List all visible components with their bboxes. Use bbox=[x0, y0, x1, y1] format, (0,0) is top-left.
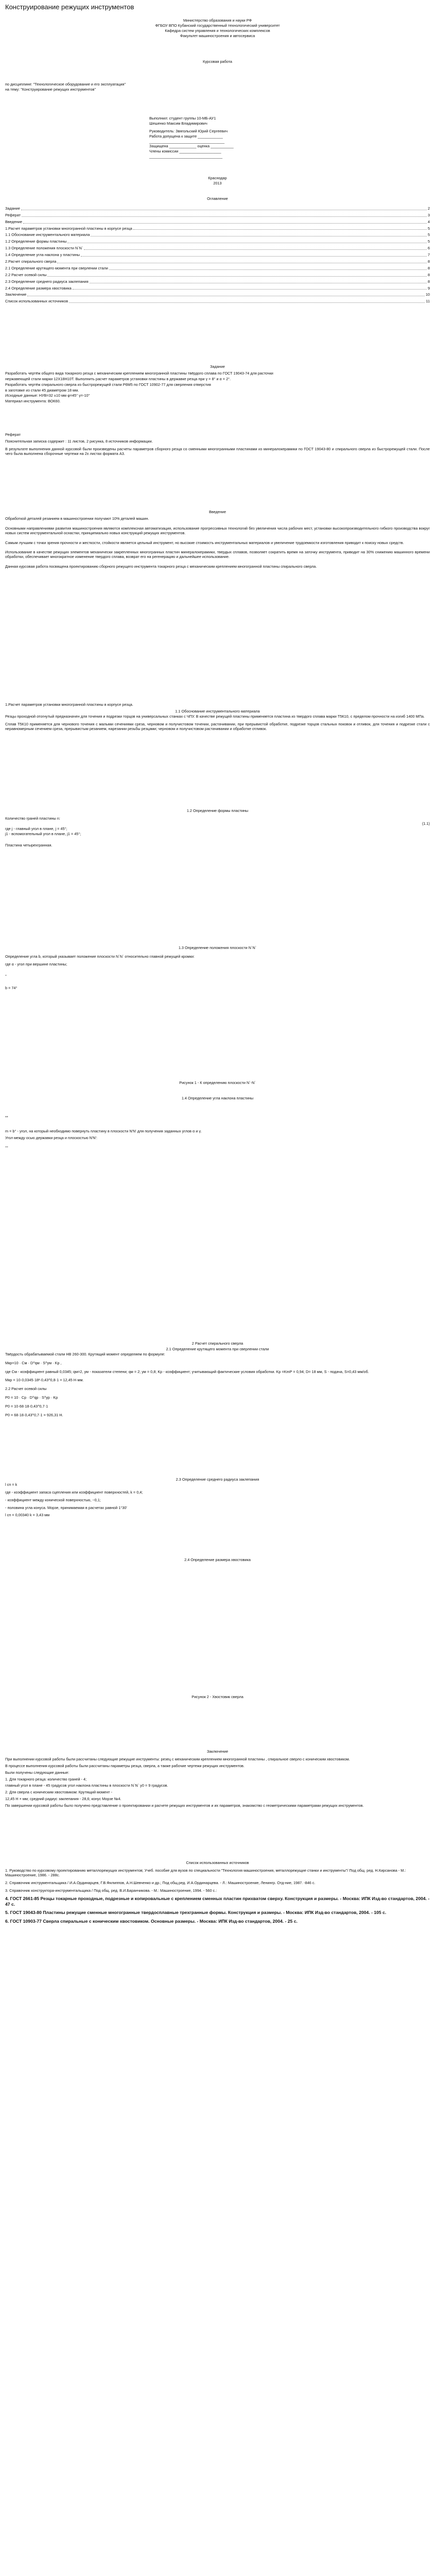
toc-item-page: 11 bbox=[426, 299, 430, 304]
topic-line: на тему: "Конструирование режущих инструментов" bbox=[5, 87, 96, 92]
section-2-3-line: - коэффициент между конической поверхностью, ~0,1; bbox=[5, 1497, 101, 1502]
toc-dots bbox=[91, 233, 427, 236]
toc-item-page: 2 bbox=[427, 206, 430, 211]
title-page-header bbox=[5, 19, 430, 39]
date-line: ____________________________________ bbox=[149, 139, 225, 144]
conclusion-section bbox=[5, 1750, 430, 1810]
toc-item-label: 2.1 Определение крутящего момента при сверлении стали bbox=[5, 265, 108, 270]
toc-row[interactable] bbox=[5, 246, 430, 251]
section-1-heading: 1.Расчет параметров установки многогранной пластины в корпусе резца. bbox=[5, 702, 133, 707]
section-1-1-paragraph: Сплав Т5К10 применяется для чернового точения с малыми сечениями среза, черновом и получистовом точении, растачивании, при прерывистой обработке, подрезке торцов стальных поковок и отливок, для точения и подрезке стали с неравномерным сечением среза, прерывистым резанием, нарезании резьбы резцами; черновом и получистовом растачивании и обработке отливок. bbox=[5, 721, 430, 731]
intro-paragraph: Основными направлениями развития машиностроения являются комплексная автоматизация, использование прогрессивных технологий без увеличения числа рабочих мест, установки высокопроизводительного гибкого производства вокруг новых систем инструментальной оснастки, принципиально новых конструкций режущих инструментов. bbox=[5, 526, 430, 535]
task-paragraph: в заготовке из стали 45 диаметром 18 мм. bbox=[5, 387, 79, 393]
toc-item-label: 2.2 Расчет осевой силы bbox=[5, 272, 47, 277]
intro-paragraph: Данная курсовая работа посвящена проектированию сборного режущего инструмента токарного резца с механическим креплением многогранной пластины спирального сверла. bbox=[5, 564, 317, 569]
toc-row[interactable] bbox=[5, 240, 430, 244]
toc-dots bbox=[21, 207, 427, 210]
toc-dots bbox=[23, 220, 427, 224]
conclusion-paragraph: По завершении курсовой работы было получено представление о проектировании и расчете режущих инструментов и их параметров, знакомство с геометрическими параметрами режущих инструментов. bbox=[5, 1803, 364, 1808]
task-paragraph: нержавеющей стали марки 12Х18Н10Т. Выполнить расчет параметров установки пластины в державке резца при γ = 8° и α = 2°. bbox=[5, 376, 231, 381]
toc-item-page: 8 bbox=[427, 259, 430, 264]
abstract-paragraph: Пояснительная записка содержит : 11 листов, 2 рисунка, 8 источников информации. bbox=[5, 438, 153, 444]
toc-item-label: 1.Расчет параметров установки многогранной пластины в корпусе резца bbox=[5, 226, 132, 231]
toc-item-label: Введение bbox=[5, 219, 23, 224]
section-1-1-heading: 1.1 Обоснование инструментального материала bbox=[175, 708, 260, 714]
toc-row[interactable] bbox=[5, 273, 430, 278]
section-2-paragraph: 2.2 Расчет осевой силы bbox=[5, 1386, 47, 1392]
toc-row[interactable] bbox=[5, 260, 430, 264]
abstract-heading: Реферат bbox=[5, 432, 21, 437]
toc-dots bbox=[69, 299, 425, 303]
toc-dots bbox=[67, 240, 427, 243]
toc-item-page: 9 bbox=[427, 285, 430, 291]
task-heading: Задание bbox=[210, 364, 225, 369]
holder-angle-text: Угол между осью державки резца и плоскостью N'N': bbox=[5, 1135, 97, 1140]
section-2-paragraph: где Cм - коэффициент равный 0,0345; qм=2, ум - показатели степени; qм = 2; ум = 0,8; Kp - коэффициент; учитывающий фактические условия обработки. Kp =KmP = 0,94; D= 18 мм, S - подача, S=0,43 мм/об. bbox=[5, 1369, 369, 1374]
section-2-3-line: l сп = 0,00340 k = 3,43 мм bbox=[5, 1513, 50, 1518]
intro-section bbox=[5, 510, 430, 574]
toc-row[interactable] bbox=[5, 266, 430, 271]
section-2-paragraph: Mкр=10 · Cм · D^qм · S^yм · Kp , bbox=[5, 1360, 62, 1365]
conclusion-paragraph: Были получены следующие данные: bbox=[5, 1770, 69, 1775]
main-angle-line: где j - главный угол в плане, j = 45°; bbox=[5, 826, 67, 831]
toc-item-label: Задание bbox=[5, 206, 20, 211]
figure-1-caption-text: Рисунок 1 - К определению плоскости N`-N` bbox=[179, 1080, 256, 1085]
section-2-3-line: где - коэффициент запаса сцепления или коэффициент поверхностей, k = 0,4; bbox=[5, 1489, 143, 1495]
beta-value: b = 74° bbox=[5, 985, 18, 990]
abstract-paragraph: В результате выполнения данной курсовой были произведены расчеты параметров сборного резца со сменными многогранными пластинами из минералокерамики по ГОСТ 19043-80 и спирального сверла из быстрорежущей стали. После чего была выполнена сборочные чертежи на 2х листах формата А3. bbox=[5, 446, 430, 456]
commission-line: Члены комиссии ____________________ bbox=[149, 149, 221, 154]
toc-item-page: 3 bbox=[427, 212, 430, 217]
reference-item: 3. Справочник конструктора-инструментальщика / Под общ. ред. В.И.Баранчикова. - М.: Машиностроение, 1994. - 560 с.: bbox=[5, 1888, 217, 1893]
rotation-angle-text: m = b° - угол, на который необходимо повернуть пластину в плоскости N'N' для получения заданных углов α и γ. bbox=[5, 1128, 202, 1133]
stars-marker: ** bbox=[5, 1114, 8, 1120]
reference-item: 2. Справочник инструментальщика / И.А.Ординарцев, Г.В.Филиппов, А.Н.Шевченко и др.; Под общ.ред. И.А.Ординарцева. - Л.: Машиностроение, Ленингр. Отд-ние, 1987. -846 с. bbox=[5, 1880, 316, 1885]
section-1-2-heading: 1.2 Определение формы пластины bbox=[186, 808, 249, 813]
section-2-4 bbox=[5, 1558, 430, 1563]
edges-label: Количество граней пластины n: bbox=[5, 816, 60, 821]
section-2-3-line: - половина угла конуса. Морзе, принимаемая в расчетах равной 1°30' bbox=[5, 1505, 127, 1510]
toc-item-label: 2.3 Определение среднего радиуса заклепания bbox=[5, 279, 89, 284]
toc-dots bbox=[57, 260, 426, 263]
section-2-paragraph: Твёрдость обрабатываемой стали НВ 260-300. Крутящий момент определяем по формуле: bbox=[5, 1351, 165, 1357]
work-type-text: Курсовая работа bbox=[202, 59, 232, 64]
section-2-paragraph: Мкр = 10·0,0345·18²·0,43^0,8·1 = 12,45 Н·мм. bbox=[5, 1378, 84, 1383]
section-2-3-line: l сп = k bbox=[5, 1482, 18, 1487]
references-list bbox=[5, 1869, 430, 1924]
toc-row[interactable] bbox=[5, 227, 430, 231]
reference-item: 4. ГОСТ 2661-85 Резцы токарные проходные, подрезные и копировальные с креплением сменных пластин прихватом сверху. Конструкция и размеры. - Москва: ИПК Изд-во стандартов, 2004. - 47 с. bbox=[5, 1896, 430, 1907]
toc-item-label: 1.2 Определение формы пластины bbox=[5, 239, 67, 244]
references-section bbox=[5, 1861, 430, 1927]
formula-number: (1.1) bbox=[422, 821, 430, 826]
section-2-paragraph: P0 = 10·68·18·0,43^0,7·1 bbox=[5, 1404, 48, 1409]
toc-item-page: 4 bbox=[427, 219, 430, 224]
toc-heading: Оглавление bbox=[207, 196, 228, 201]
section-1 bbox=[5, 703, 430, 734]
toc-dots bbox=[47, 273, 427, 277]
section-2-paragraph: P0 = 10 · Cp · D^qp · S^yp · Kp bbox=[5, 1395, 58, 1400]
toc-dots bbox=[22, 213, 427, 217]
reference-item: 5. ГОСТ 19043-80 Пластины режущие сменные многогранные твердосплавные трехгранные формы. Конструкция и размеры. - Москва: ИПК Изд-во стандартов, 2004. - 105 с. bbox=[5, 1910, 387, 1916]
toc-dots bbox=[73, 286, 427, 290]
section-1-3 bbox=[5, 946, 430, 991]
year: 2013 bbox=[213, 180, 222, 185]
task-paragraph: Разработать чертёж спирального сверла из быстрорежущей стали Р6М5 по ГОСТ 10902-77 для сверления отверстия bbox=[5, 382, 211, 387]
reference-item: 6. ГОСТ 10903-77 Сверла спиральные с коническим хвостовиком. Основные размеры. - Москва: ИПК Изд-во стандартов, 2004. - 25 с. bbox=[5, 1918, 298, 1924]
intro-paragraph: Использование в качестве режущих элементов механически закрепленных многогранных пластин минералокерамики, твердых сплавов, позволяет сократить время на заточку инструмента, приводит на 30% снижению машинного времени обработки, обеспечивает многократное изменение твердого сплава, возврат его на регенерацию и дальнейшее использование. bbox=[5, 550, 430, 560]
alpha-definition: где α - угол при вершине пластины; bbox=[5, 961, 67, 967]
references-heading: Список использованных источников bbox=[186, 1860, 249, 1865]
toc-item-label: 1.4 Определение угла наклона у пластины bbox=[5, 252, 80, 258]
toc-item-page: 5 bbox=[427, 239, 430, 244]
conclusion-paragraph: При выполнении курсовой работы были рассчитаны следующие режущие инструменты: резец с механическим креплением многогранной пластины , спиральное сверло с коническим хвостовиком. bbox=[5, 1756, 350, 1761]
conclusion-paragraphs bbox=[5, 1757, 430, 1808]
conclusion-heading: Заключение bbox=[206, 1749, 229, 1754]
toc-item-page: 5 bbox=[427, 226, 430, 231]
toc-item-page: 6 bbox=[427, 246, 430, 251]
conclusion-paragraph: В процессе выполнения курсовой работы были рассчитаны параметры резца, сверла, а также рабочие чертежи режущих инструментов. bbox=[5, 1763, 245, 1768]
signature-block bbox=[149, 116, 355, 160]
toc-item-page: 8 bbox=[427, 272, 430, 277]
document-title-block bbox=[5, 3, 430, 11]
toc-item-page: 8 bbox=[427, 279, 430, 284]
section-1-4 bbox=[5, 1096, 430, 1150]
toc-row[interactable] bbox=[5, 299, 430, 304]
section-2-paragraphs bbox=[5, 1352, 430, 1418]
toc-item-page: 10 bbox=[425, 292, 430, 297]
section-1-3-heading: 1.3 Определение положения плоскости N`N` bbox=[178, 945, 257, 950]
table-of-contents bbox=[5, 197, 430, 306]
department-line: Кафедра систем управления и технологических комплексов bbox=[165, 28, 270, 33]
toc-item-label: Заключение bbox=[5, 292, 27, 297]
toc-dots bbox=[133, 227, 427, 230]
figure-1-caption bbox=[5, 1081, 430, 1086]
toc-item-label: Список использованных источников bbox=[5, 299, 68, 304]
abstract-paragraphs bbox=[5, 439, 430, 456]
section-1-4-heading: 1.4 Определение угла наклона пластины bbox=[181, 1096, 254, 1100]
toc-row[interactable] bbox=[5, 233, 430, 238]
degrees-marker: °° bbox=[5, 1145, 8, 1150]
toc-item-label: 1.1 Обоснование инструментального материала bbox=[5, 232, 90, 238]
conclusion-paragraph: главный угол в плане - 45 градусов угол наклона пластины в плоскости N`N` у0 = 9 градусов. bbox=[5, 1783, 168, 1788]
section-2-3 bbox=[5, 1478, 430, 1521]
task-paragraph: Материал инструмента: ВОК60. bbox=[5, 399, 61, 404]
toc-item-page: 7 bbox=[427, 252, 430, 258]
performed-by: Выполнил: студент группы 10-МБ-АУ1 bbox=[149, 116, 216, 121]
toc-row[interactable] bbox=[5, 207, 430, 211]
intro-paragraph: Обработкой деталей резанием в машиностроении получают 10% деталей машин. bbox=[5, 516, 149, 521]
subject-block bbox=[5, 82, 430, 93]
intro-paragraph: Самым лучшим с точки зрения прочности и жесткости, стойкости является цельный инструмент, но высокие стоимость инструментальных материалов и увеличение трудоемкости изготовления приводит к поиску новых средств. bbox=[5, 540, 404, 545]
section-2-3-lines bbox=[5, 1483, 430, 1518]
section-2-3-heading: 2.3 Определение среднего радиуса заклепания bbox=[176, 1477, 259, 1482]
document-title: Конструирование режущих инструментов bbox=[5, 3, 134, 11]
faculty-line: Факультет машиностроения и автосервиса bbox=[180, 33, 255, 38]
aux-angle-line: j1 - вспомогательный угол в плане, j1 = 45°; bbox=[5, 831, 81, 836]
subject-line: по дисциплине: "Технологическое оборудование и его эксплуатация" bbox=[5, 82, 126, 87]
student-name: Шешенко Максим Владимирович bbox=[149, 121, 207, 126]
city-year bbox=[5, 176, 430, 187]
toc-dots bbox=[84, 246, 427, 250]
intro-heading: Введение bbox=[208, 510, 226, 514]
section-1-2 bbox=[5, 809, 430, 849]
section-2-paragraph: P0 = 68·18·0,43^0,7·1 = 926,31 Н. bbox=[5, 1413, 63, 1418]
toc-row[interactable] bbox=[5, 293, 430, 297]
section-2-1-heading: 2.1 Определение крутящего момента при сверлении стали bbox=[166, 1346, 269, 1351]
reference-item: 1. Руководство по курсовому проектированию металлорежущих инструментов; Учеб. пособие для вузов по специальности "Технология машиностроения, металлорежущие станки и инструменты"/ Под общ. ред. Н.Кирсанова - М.: Машиностроение, 1986. - 288с. bbox=[5, 1868, 406, 1877]
conclusion-paragraph: 12,45 Н × мм; средний радиус заклепания - 28,6; конус Морзе №4. bbox=[5, 1797, 121, 1802]
task-paragraph: Исходные данные: НУВ=32 ±10 мм φ=45° γ=-10° bbox=[5, 393, 90, 398]
task-section bbox=[5, 365, 430, 405]
toc-row[interactable] bbox=[5, 286, 430, 291]
ministry-line: Министерство образования и науки РФ bbox=[183, 18, 252, 23]
toc-dots bbox=[81, 253, 427, 257]
toc-item-page: 5 bbox=[427, 232, 430, 238]
abstract-section bbox=[5, 433, 430, 460]
section-2-heading: 2 Расчет спирального сверла bbox=[191, 1341, 243, 1346]
toc-dots bbox=[27, 293, 425, 296]
toc-dots bbox=[109, 266, 427, 270]
toc-row[interactable] bbox=[5, 220, 430, 225]
toc-row[interactable] bbox=[5, 253, 430, 258]
toc-row[interactable] bbox=[5, 280, 430, 284]
toc-item-label: 2.Расчет спирального сверла bbox=[5, 259, 57, 264]
plate-shape-line: Пластина четырехгранная. bbox=[5, 843, 53, 848]
commission-line-2: ___________________________________ bbox=[149, 154, 223, 159]
degree-marker: ° bbox=[5, 973, 7, 978]
city: Краснодар bbox=[208, 176, 227, 180]
task-paragraphs bbox=[5, 371, 430, 404]
toc-item-label: 1.3 Определение положения плоскости N`N` bbox=[5, 246, 83, 251]
section-2 bbox=[5, 1342, 430, 1422]
toc-row[interactable] bbox=[5, 213, 430, 218]
intro-paragraphs bbox=[5, 517, 430, 569]
section-2-4-heading: 2.4 Определение размера хвостовика bbox=[184, 1557, 251, 1562]
defended-line: Защищена _____________ оценка ___________ bbox=[149, 144, 234, 149]
toc-item-label: Реферат bbox=[5, 212, 21, 217]
section-1-1-paragraph: Резцы проходной отогнутый предназначен для точения и подрезки торцов на универсальных станках с ЧПУ. В качестве режущей пластины применяется пластина из твердого сплава марки Т5К10, с пределом прочности на изгиб 1400 МПа. bbox=[5, 714, 425, 719]
toc-list bbox=[5, 207, 430, 304]
section-1-1-paragraphs bbox=[5, 715, 430, 732]
toc-item-label: 2.4 Определение размера хвостовика bbox=[5, 285, 72, 291]
defense-permit: Работа допущена к защите ____________ bbox=[149, 133, 223, 139]
task-paragraph: Разработать чертёж общего вида токарного резца с механическим креплением многогранной пластины твёрдого сплава по ГОСТ 19043-74 для расточки bbox=[5, 370, 273, 376]
conclusion-paragraph: 2. Для сверла с коническим хвостовиком: Крутящий момент - bbox=[5, 1790, 113, 1795]
university-line: ФГБОУ ВПО Кубанский государственный технологический университет bbox=[155, 23, 280, 28]
work-type bbox=[5, 60, 430, 65]
supervisor: Руководитель: Звягольский Юрий Сергеевич bbox=[149, 128, 228, 133]
beta-angle-text: Определение угла b, который указывает положение плоскости N`N` относительно главной режущей кромки: bbox=[5, 954, 195, 959]
figure-2-caption-text: Рисунок 2 - Хвостовик сверла bbox=[191, 1694, 243, 1699]
figure-2-caption bbox=[5, 1695, 430, 1700]
toc-dots bbox=[90, 280, 427, 283]
toc-item-page: 8 bbox=[427, 265, 430, 270]
conclusion-paragraph: 1. Для токарного резца: количество граней - 4; bbox=[5, 1776, 87, 1782]
